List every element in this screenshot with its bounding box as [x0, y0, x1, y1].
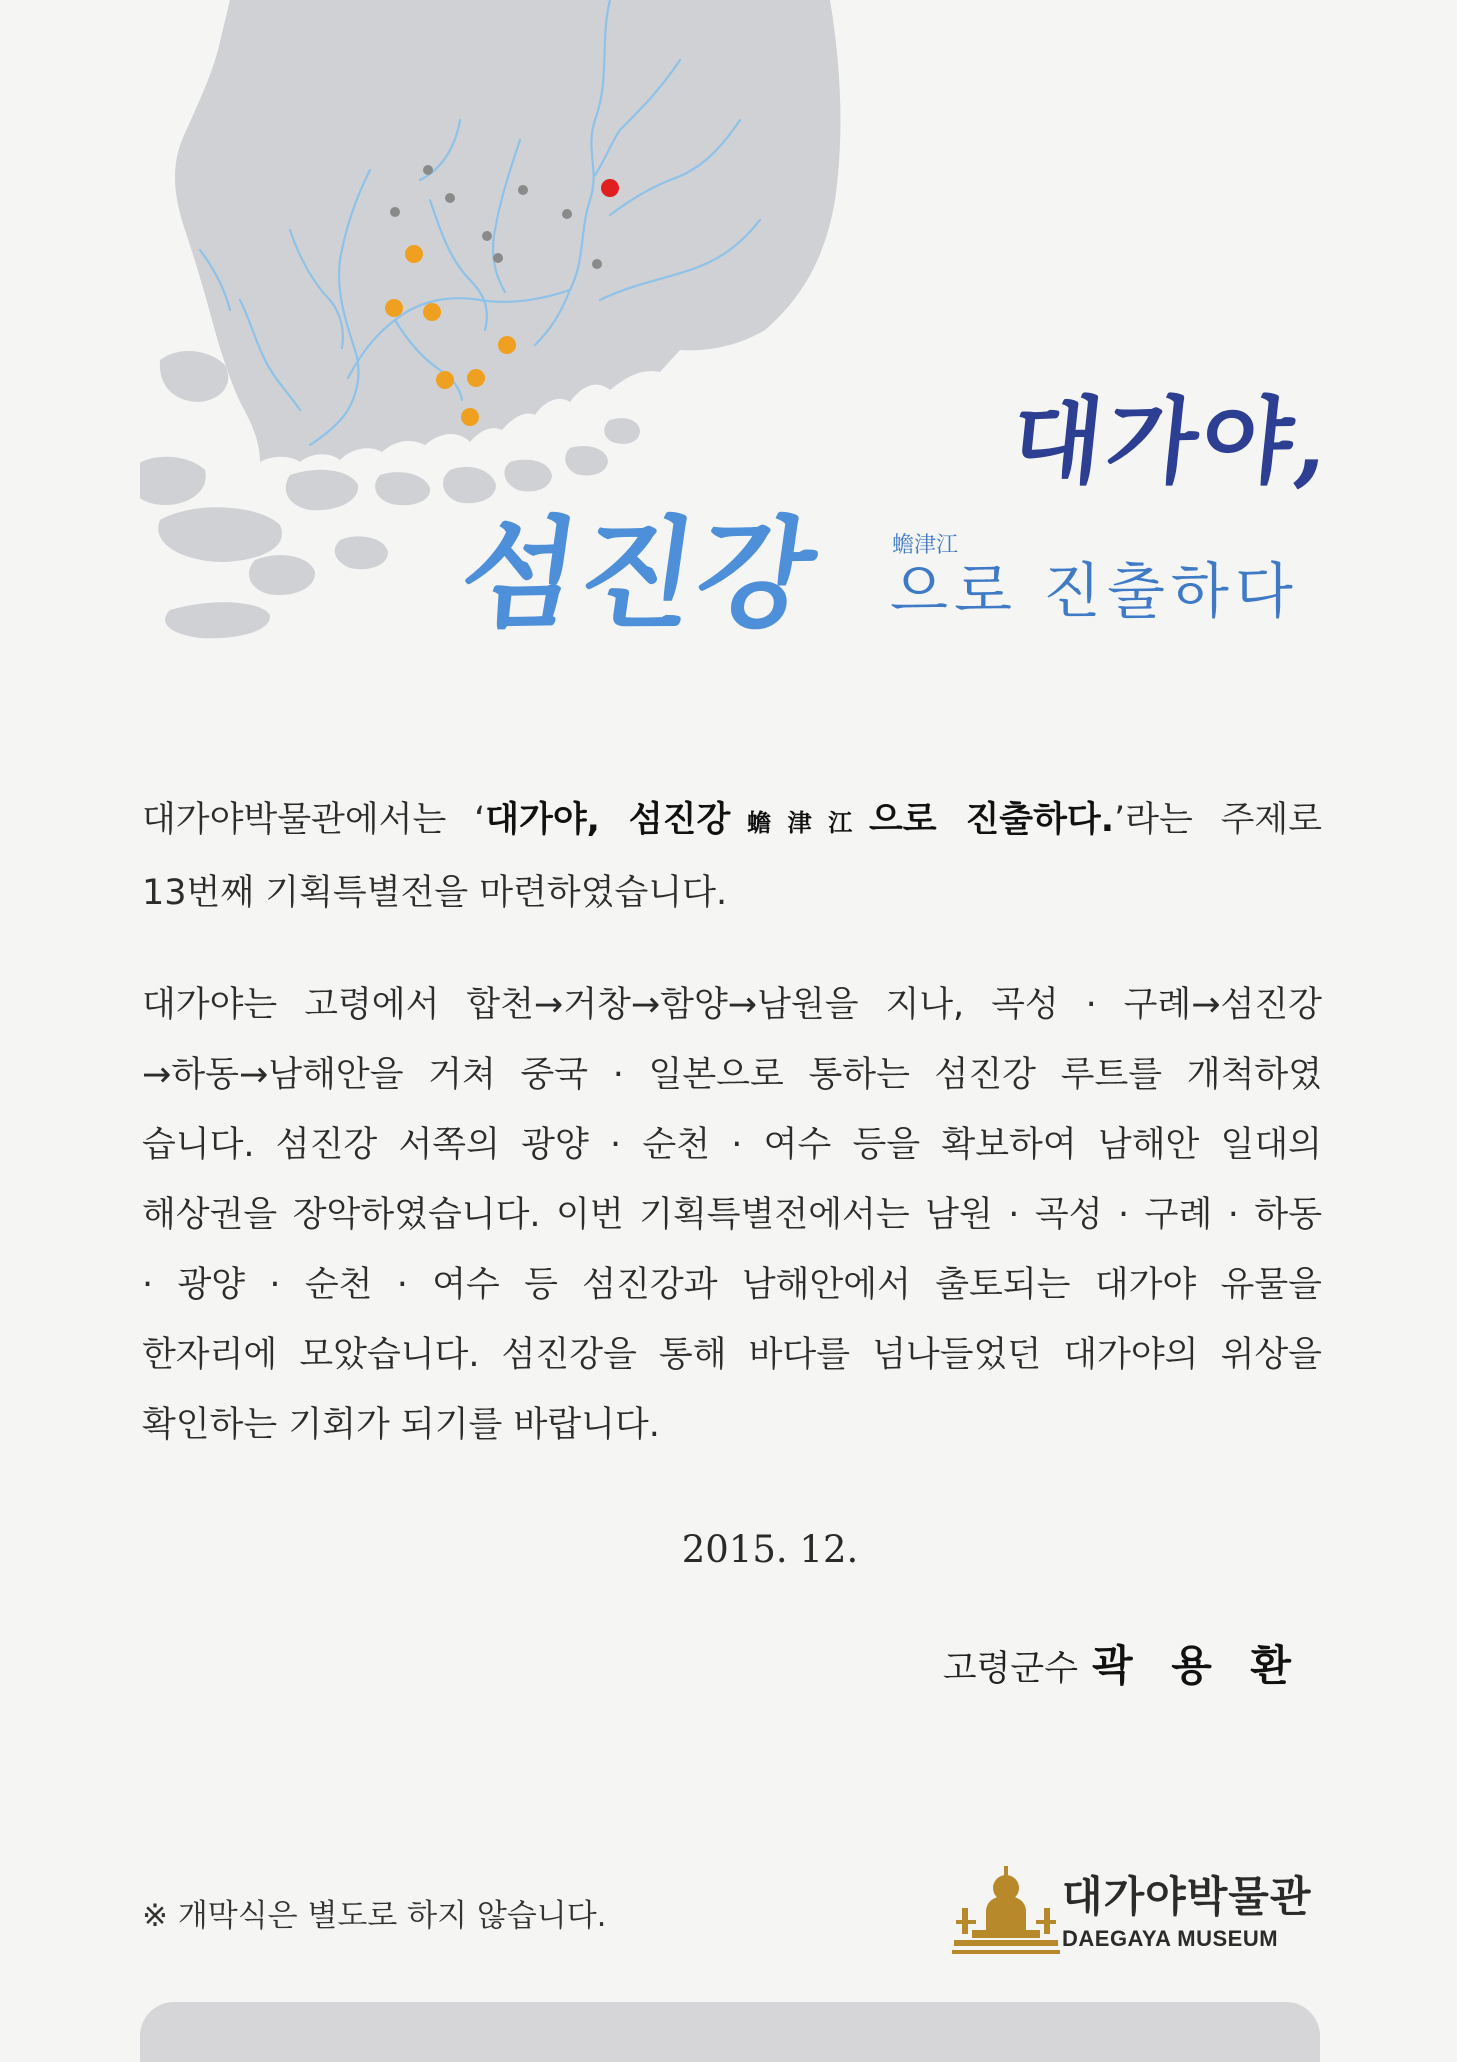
- main-line: · 광양 · 순천 · 여수 등 섬진강과 남해안에서 출토되는 대가야 유물을: [142, 1265, 1322, 1305]
- intro-suffix: ’라는 주제로: [1114, 800, 1323, 840]
- intro-emphasis-a: 대가야, 섬진강: [485, 800, 731, 840]
- intro-emphasis-b: 으로 진출하다.: [869, 800, 1115, 840]
- site-gray-marker: [423, 165, 433, 175]
- site-gray-marker: [390, 207, 400, 217]
- museum-logo: [952, 1860, 1322, 1970]
- signature-name: 곽 용 환: [1092, 1641, 1303, 1690]
- title-line-2-rest: 으로 진출하다: [890, 557, 1299, 627]
- intro-paragraph: [142, 785, 1322, 928]
- logo-korean-name: 대가야박물관: [1062, 1872, 1312, 1921]
- main-line: 해상권을 장악하였습니다. 이번 기획특별전에서는 남원 · 곡성 · 구례 · 하동: [142, 1195, 1322, 1235]
- footer-band: [140, 2002, 1320, 2062]
- site-orange-marker: [405, 245, 423, 263]
- main-line: 대가야는 고령에서 합천→거창→함양→남원을 지나, 곡성 · 구례→섬진강: [142, 985, 1322, 1025]
- museum-emblem-icon: [952, 1860, 1060, 1970]
- site-gray-marker: [482, 231, 492, 241]
- title-hanja: 蟾津江: [892, 533, 959, 558]
- main-line: 습니다. 섬진강 서쪽의 광양 · 순천 · 여수 등을 확보하여 남해안 일대의: [142, 1125, 1322, 1165]
- main-line: →하동→남해안을 거쳐 중국 · 일본으로 통하는 섬진강 루트를 개척하였: [142, 1055, 1322, 1095]
- site-orange-marker: [498, 336, 516, 354]
- site-orange-marker: [436, 371, 454, 389]
- signature: [943, 1633, 1303, 1693]
- title-line-1: 대가야,: [1006, 387, 1339, 497]
- intro-emphasis-hanja: 蟾津江: [730, 809, 869, 837]
- site-gray-marker: [518, 185, 528, 195]
- signature-title: 고령군수: [942, 1649, 1079, 1689]
- main-paragraph: [142, 970, 1322, 1460]
- site-gray-marker: [562, 209, 572, 219]
- site-gray-marker: [493, 253, 503, 263]
- site-gray-marker: [592, 259, 602, 269]
- main-line: 확인하는 기회가 되기를 바랍니다.: [142, 1405, 660, 1445]
- intro-line-1: [142, 785, 1322, 858]
- issue-date: 2015. 12.: [681, 1528, 859, 1571]
- site-orange-marker: [385, 299, 403, 317]
- intro-line-2: 13번째 기획특별전을 마련하였습니다.: [142, 873, 728, 913]
- site-orange-marker: [423, 303, 441, 321]
- opening-ceremony-note: ※ 개막식은 별도로 하지 않습니다.: [142, 1898, 607, 1934]
- main-line: 한자리에 모았습니다. 섬진강을 통해 바다를 넘나들었던 대가야의 위상을: [142, 1335, 1322, 1375]
- logo-english-name: DAEGAYA MUSEUM: [1062, 1926, 1279, 1951]
- site-orange-marker: [461, 408, 479, 426]
- site-gray-marker: [445, 193, 455, 203]
- site-orange-marker: [467, 369, 485, 387]
- title-seomjingang: 섬진강: [452, 504, 826, 645]
- intro-prefix: 대가야박물관에서는 ‘: [142, 800, 486, 840]
- site-red-marker: [601, 179, 619, 197]
